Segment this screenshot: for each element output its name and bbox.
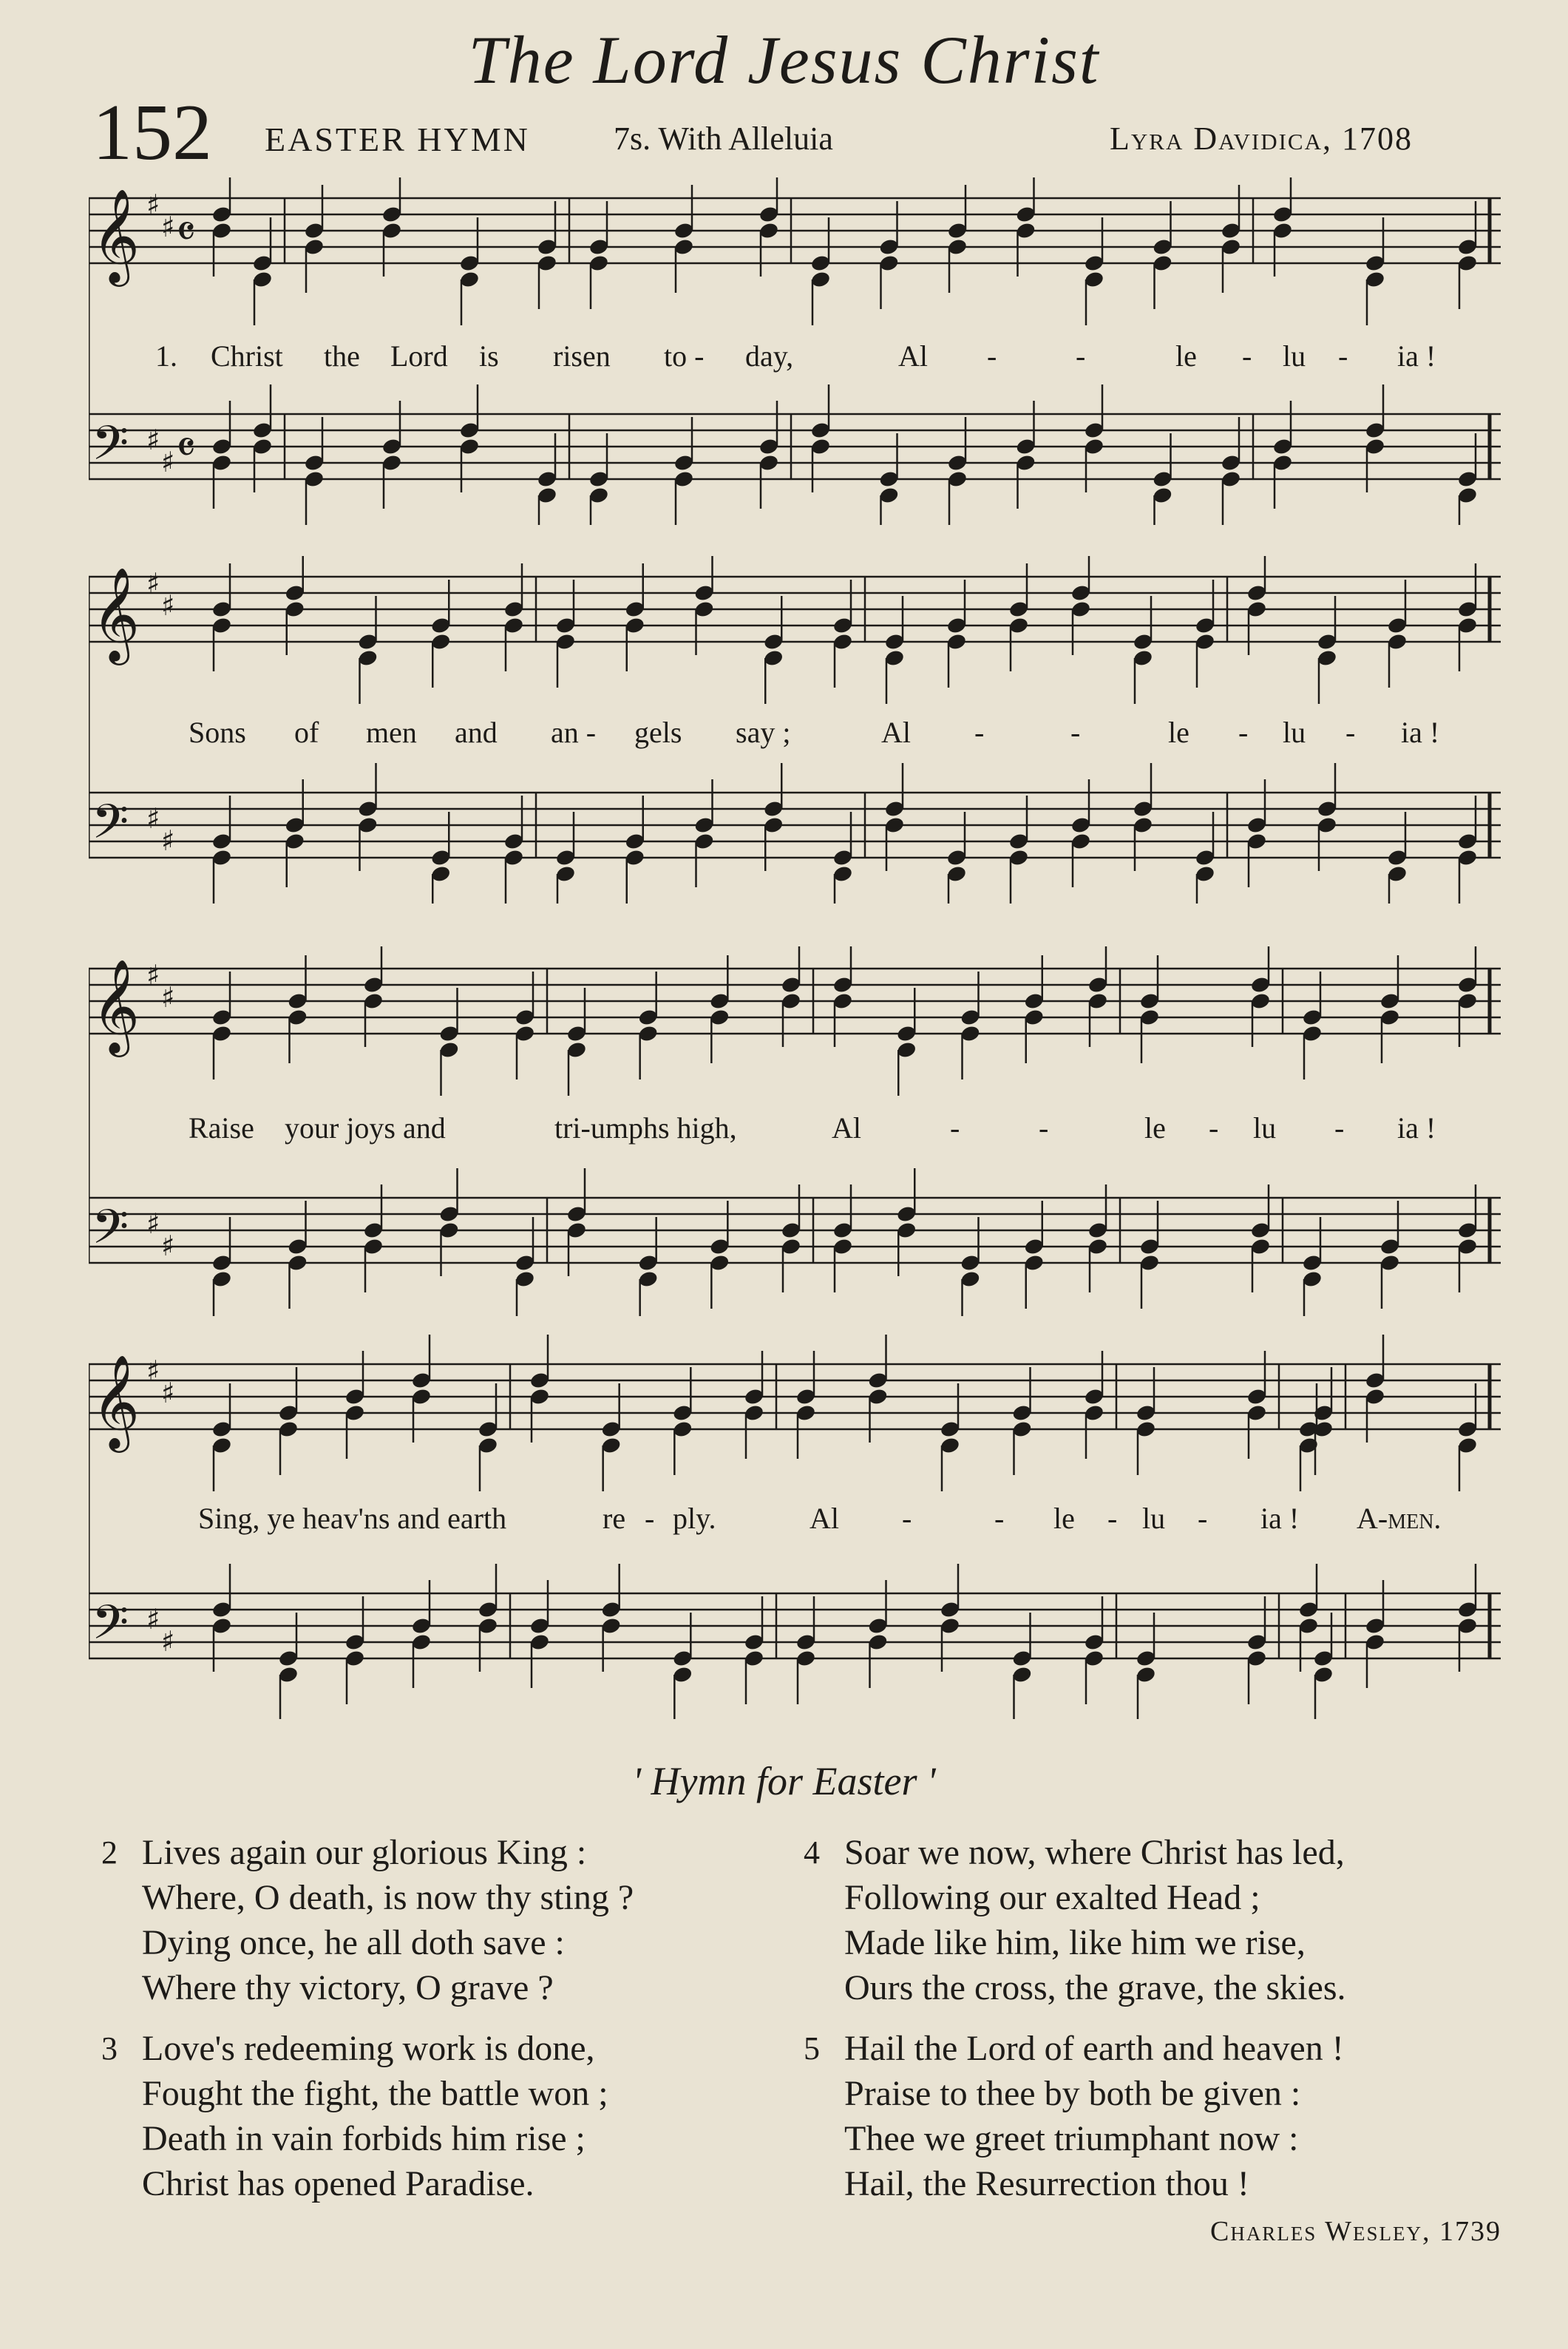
lyric-syllable: gels	[634, 716, 682, 749]
sharp-icon: ♯	[161, 824, 175, 857]
sharp-icon: ♯	[161, 1377, 175, 1409]
hymn-caption: ' Hymn for Easter '	[632, 1759, 936, 1803]
lyric-syllable: your joys and	[285, 1111, 446, 1145]
lyric-syllable: an -	[551, 716, 597, 749]
lyric-syllable: le	[1053, 1502, 1075, 1535]
lyric-syllable: lu	[1283, 716, 1306, 749]
lyric-syllable: -	[1198, 1502, 1208, 1535]
sharp-icon: ♯	[146, 1355, 160, 1387]
verse-line: Lives again our glorious King :	[142, 1833, 587, 1872]
lyric-syllable: day,	[745, 339, 794, 373]
verse-line: Praise to thee by both be given :	[844, 2074, 1301, 2113]
bass-clef-icon: 𝄢	[92, 795, 129, 861]
bass-clef-icon: 𝄢	[92, 1596, 129, 1662]
sharp-icon: ♯	[161, 1230, 175, 1262]
verse-line: Hail, the Resurrection thou !	[844, 2164, 1249, 2203]
sharp-icon: ♯	[146, 802, 160, 835]
lyric-syllable: Sing, ye heav'ns and earth	[198, 1502, 507, 1535]
bass-staff	[89, 763, 1501, 904]
lyric-syllable: -	[974, 716, 985, 749]
treble-clef-icon: 𝄞	[92, 958, 140, 1053]
verse-line: Hail the Lord of earth and heaven !	[844, 2029, 1344, 2068]
verse-number: 2	[101, 1834, 118, 1871]
lyric-syllable: Christ	[211, 339, 283, 373]
lyric-syllable: le	[1144, 1111, 1166, 1145]
lyric-syllable: say ;	[736, 716, 791, 749]
section-title: The Lord Jesus Christ	[468, 22, 1100, 98]
lyric-syllable: risen	[553, 339, 611, 373]
common-time-icon: 𝄴	[176, 206, 196, 258]
treble-clef-icon: 𝄞	[92, 1354, 140, 1448]
lyric-syllable: men	[366, 716, 417, 749]
common-time-icon: 𝄴	[176, 422, 196, 474]
lyric-syllable: ia !	[1397, 1111, 1436, 1145]
verse-line: Ours the cross, the grave, the skies.	[844, 1968, 1346, 2007]
treble-staff	[89, 1335, 1501, 1491]
verse-line: Fought the fight, the battle won ;	[142, 2074, 608, 2113]
verse-3	[101, 2026, 608, 2206]
lyric-syllable: lu	[1253, 1111, 1277, 1145]
music-system-4	[89, 1335, 1501, 1719]
verse-number: 3	[101, 2030, 118, 2067]
verse-5	[804, 2026, 1344, 2206]
verse-number: 4	[804, 1834, 820, 1871]
verse-line: Where, O death, is now thy sting ?	[142, 1878, 634, 1917]
bass-staff	[89, 384, 1501, 525]
lyric-syllable: le	[1168, 716, 1189, 749]
lyric-syllable: lu	[1142, 1502, 1166, 1535]
sharp-icon: ♯	[161, 446, 175, 478]
sharp-icon: ♯	[146, 189, 160, 221]
hymn-author: Charles Wesley, 1739	[1209, 2216, 1501, 2247]
treble-staff	[89, 556, 1501, 704]
verse-line: Thee we greet triumphant now :	[844, 2119, 1299, 2158]
verse-2	[101, 1830, 634, 2010]
lyric-syllable: ia !	[1397, 339, 1436, 373]
sharp-icon: ♯	[146, 1603, 160, 1636]
lyric-syllable: -	[1107, 1502, 1118, 1535]
lyric-syllable: -	[1334, 1111, 1345, 1145]
treble-staff	[89, 946, 1501, 1096]
verse-number: 1.	[155, 339, 177, 373]
lyric-syllable: -	[1238, 716, 1249, 749]
lyric-syllable: of	[294, 716, 319, 749]
lyric-syllable: -	[1039, 1111, 1049, 1145]
sharp-icon: ♯	[161, 1625, 175, 1658]
lyric-syllable: is	[479, 339, 499, 373]
lyric-syllable: -	[645, 1502, 655, 1535]
verse-line: Christ has opened Paradise.	[142, 2164, 534, 2203]
lyric-syllable: A-men.	[1357, 1502, 1442, 1535]
lyric-syllable: Al	[898, 339, 928, 373]
lyric-syllable: -	[1242, 339, 1252, 373]
bass-staff	[89, 1168, 1501, 1316]
treble-staff	[89, 177, 1501, 325]
lyric-syllable: ply.	[673, 1502, 716, 1535]
lyric-syllable: -	[987, 339, 997, 373]
lyric-syllable: tri-umphs high,	[554, 1111, 737, 1145]
lyric-syllable: -	[1338, 339, 1348, 373]
music-system-3	[89, 946, 1501, 1316]
hymn-number: 152	[92, 89, 212, 177]
lyric-syllable: -	[950, 1111, 960, 1145]
music-system-1	[89, 177, 1501, 525]
treble-clef-icon: 𝄞	[92, 188, 140, 282]
bass-staff	[89, 1564, 1501, 1719]
lyric-syllable: Al	[881, 716, 911, 749]
verse-line: Dying once, he all doth save :	[142, 1923, 565, 1962]
meter: 7s. With Alleluia	[614, 121, 833, 157]
verse-4	[804, 1830, 1346, 2010]
bass-clef-icon: 𝄢	[92, 1200, 129, 1267]
lyric-syllable: le	[1175, 339, 1197, 373]
lyric-syllable: re	[603, 1502, 626, 1535]
lyric-syllable: ia !	[1401, 716, 1440, 749]
verse-line: Where thy victory, O grave ?	[142, 1968, 554, 2007]
lyric-syllable: and	[455, 716, 498, 749]
verse-line: Made like him, like him we rise,	[844, 1923, 1306, 1962]
verse-line: Death in vain forbids him rise ;	[142, 2119, 586, 2158]
lyric-syllable: -	[1070, 716, 1081, 749]
lyric-syllable: Sons	[189, 716, 246, 749]
verse-line: Love's redeeming work is done,	[142, 2029, 595, 2068]
lyric-syllable: Lord	[390, 339, 448, 373]
lyric-syllable: -	[1345, 716, 1356, 749]
lyric-syllable: -	[994, 1502, 1005, 1535]
tune-source: Lyra Davidica, 1708	[1110, 121, 1413, 157]
lyric-syllable: -	[902, 1502, 912, 1535]
treble-clef-icon: 𝄞	[92, 566, 140, 661]
music-system-2	[89, 556, 1501, 904]
lyric-syllable: Al	[810, 1502, 839, 1535]
sharp-icon: ♯	[146, 959, 160, 992]
sharp-icon: ♯	[161, 589, 175, 622]
lyric-syllable: Raise	[189, 1111, 254, 1145]
verse-line: Following our exalted Head ;	[844, 1878, 1260, 1917]
sharp-icon: ♯	[161, 211, 175, 243]
lyric-syllable: Al	[832, 1111, 861, 1145]
lyric-syllable: the	[324, 339, 360, 373]
sharp-icon: ♯	[146, 567, 160, 600]
sharp-icon: ♯	[161, 981, 175, 1014]
lyric-syllable: lu	[1283, 339, 1306, 373]
sharp-icon: ♯	[146, 1207, 160, 1240]
verse-number: 5	[804, 2030, 820, 2067]
verse-line: Soar we now, where Christ has led,	[844, 1833, 1345, 1872]
bass-clef-icon: 𝄢	[92, 416, 129, 483]
lyric-syllable: ia !	[1260, 1502, 1300, 1535]
lyric-syllable: -	[1209, 1111, 1219, 1145]
sharp-icon: ♯	[146, 424, 160, 456]
lyric-syllable: -	[1076, 339, 1086, 373]
lyric-syllable: to -	[664, 339, 705, 373]
tune-name: EASTER HYMN	[265, 121, 530, 158]
